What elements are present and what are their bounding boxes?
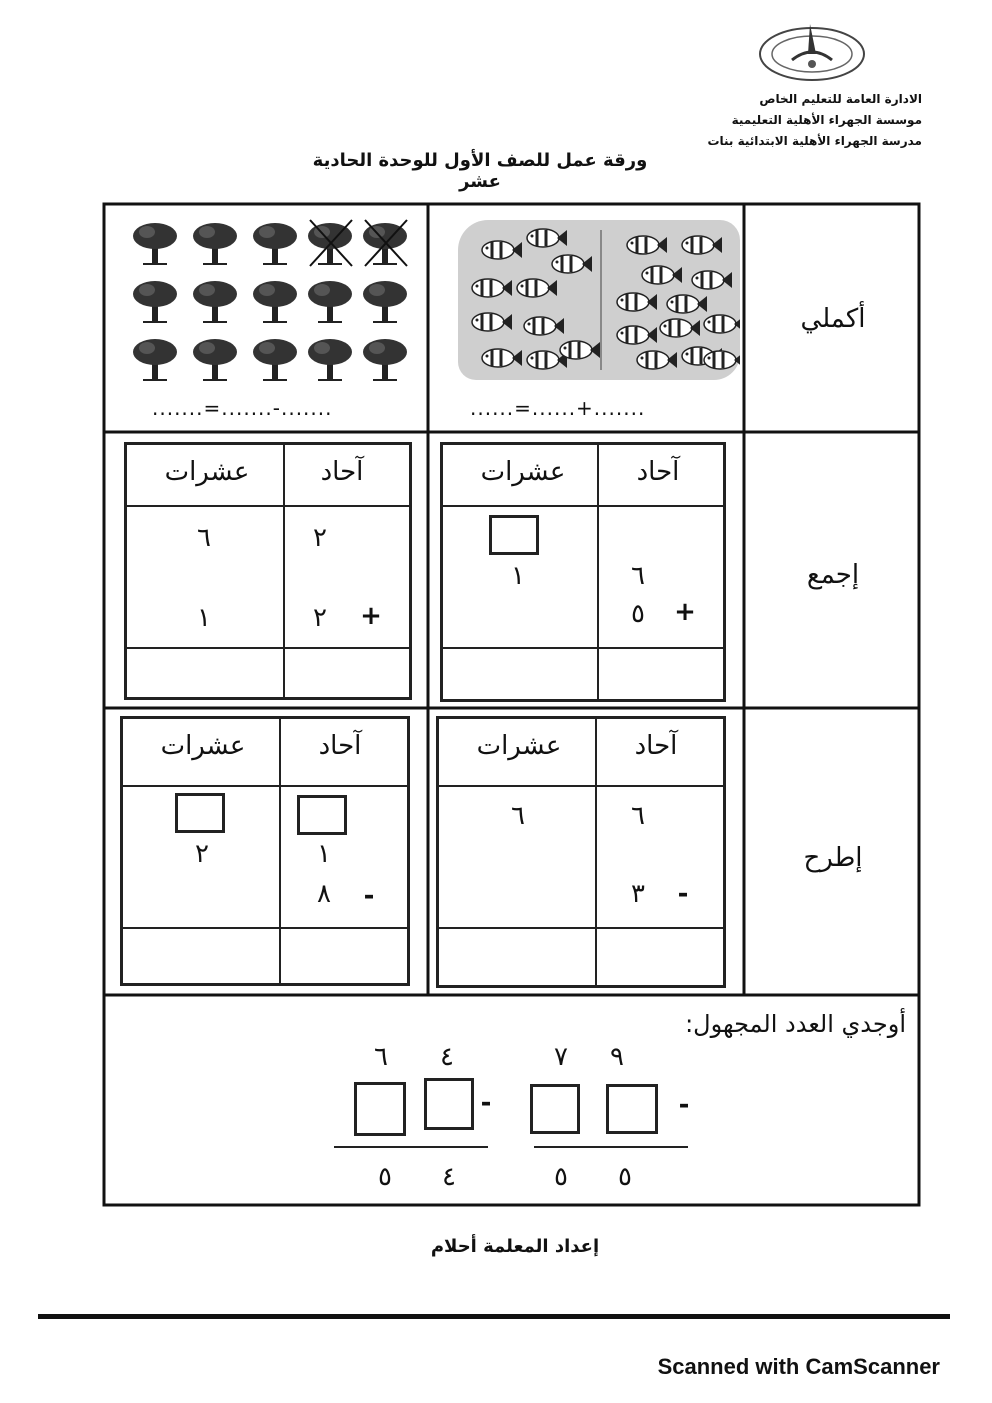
tens-carry: ١	[511, 561, 525, 591]
tens-top: ٦	[197, 523, 211, 553]
subtract-table-b	[120, 716, 410, 986]
label-unknown: أوجدي العدد المجهول:	[685, 1010, 906, 1038]
tens-bottom: ١	[197, 603, 211, 633]
add-table-b	[124, 442, 412, 700]
carry-box[interactable]	[489, 515, 539, 555]
ones-header: آحاد	[318, 731, 362, 761]
ones-header: آحاد	[634, 731, 678, 761]
problem-a-line	[534, 1146, 688, 1148]
tree-equation: .......=.......-.......	[152, 396, 333, 420]
label-complete: أكملي	[800, 304, 866, 334]
ones-bottom: ٣	[631, 879, 645, 909]
tens-header: عشرات	[480, 457, 566, 487]
minus-sign: -	[677, 879, 689, 909]
header-line-1: الادارة العامة للتعليم الخاص	[759, 92, 922, 106]
ones-header: آحاد	[636, 457, 680, 487]
ones-bottom: ٢	[313, 603, 327, 633]
problem-b-minus: -	[480, 1088, 492, 1118]
ones-bottom: ٥	[631, 599, 645, 629]
bottom-rule	[38, 1314, 950, 1319]
camscanner-watermark: Scanned with CamScanner	[657, 1354, 940, 1379]
problem-b-ones-box[interactable]	[424, 1078, 474, 1130]
label-add: إجمع	[806, 560, 860, 590]
problem-a-tens-box[interactable]	[530, 1084, 580, 1134]
tens-header: عشرات	[476, 731, 562, 761]
ones-top: ٦	[631, 561, 645, 591]
problem-a-result-ones: ٥	[618, 1162, 632, 1192]
problem-b-tens-box[interactable]	[354, 1082, 406, 1136]
tens-top: ٢	[195, 839, 209, 869]
minus-sign: -	[363, 881, 375, 911]
tens-header: عشرات	[160, 731, 246, 761]
worksheet-title: ورقة عمل للصف الأول للوحدة الحادية عشر	[312, 150, 648, 192]
header-line-2: موسسة الجهراء الأهلية التعليمية	[731, 113, 922, 127]
tree-picture	[120, 214, 420, 394]
problem-a-ones-box[interactable]	[606, 1084, 658, 1134]
label-subtract: إطرح	[803, 843, 863, 873]
tens-borrow-box[interactable]	[175, 793, 225, 833]
problem-a-minus: -	[678, 1090, 690, 1120]
footer-prepared-by: إعداد المعلمة أحلام	[430, 1236, 600, 1257]
ones-top: ٢	[313, 523, 327, 553]
problem-b-top-ones: ٤	[440, 1042, 454, 1072]
subtract-table-a	[436, 716, 726, 988]
plus-sign: +	[674, 597, 696, 627]
ones-top: ٦	[631, 801, 645, 831]
problem-a-top-ones: ٩	[610, 1042, 624, 1072]
problem-a-result-tens: ٥	[554, 1162, 568, 1192]
tens-header: عشرات	[164, 457, 250, 487]
add-table-a	[440, 442, 726, 702]
ones-borrow-box[interactable]	[297, 795, 347, 835]
ones-top: ١	[317, 839, 331, 869]
header-line-3: مدرسة الجهراء الأهلية الابتدائية بنات	[707, 134, 922, 148]
fish-equation: ......=......+.......	[470, 396, 646, 420]
problem-a-top-tens: ٧	[554, 1042, 568, 1072]
ones-bottom: ٨	[317, 879, 331, 909]
plus-sign: +	[360, 601, 382, 631]
problem-b-line	[334, 1146, 488, 1148]
ones-header: آحاد	[320, 457, 364, 487]
problem-b-result-ones: ٤	[442, 1162, 456, 1192]
problem-b-top-tens: ٦	[374, 1042, 388, 1072]
tens-top: ٦	[511, 801, 525, 831]
problem-b-result-tens: ٥	[378, 1162, 392, 1192]
fish-icons	[458, 220, 740, 380]
